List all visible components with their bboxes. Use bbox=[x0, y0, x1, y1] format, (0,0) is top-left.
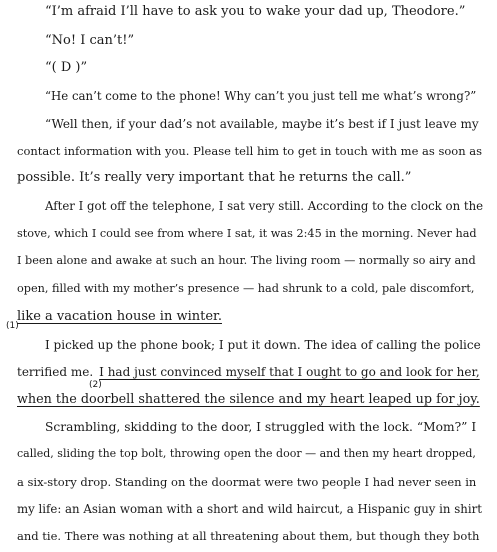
paragraph-line: After I got off the telephone, I sat very still. According to the clock on the bbox=[45, 199, 484, 213]
blank-d-line: “( D )” bbox=[45, 60, 88, 75]
paragraph-line: “Well then, if your dad’s not available, maybe it’s best if I just leave my bbox=[45, 117, 479, 131]
paragraph-line: possible. It’s really very important that he returns the call.” bbox=[17, 170, 412, 185]
paragraph-line: my life: an Asian woman with a short and wild haircut, a Hispanic guy in shirt bbox=[17, 502, 482, 516]
underline-marker-1: (1) bbox=[6, 321, 19, 331]
paragraph-line: I picked up the phone book; I put it down. The idea of calling the police bbox=[45, 338, 481, 352]
paragraph-line: a six-story drop. Standing on the doormat were two people I had never seen in bbox=[17, 475, 477, 489]
underlined-passage-1: like a vacation house in winter. bbox=[17, 309, 222, 324]
dialogue-line: “No! I can’t!” bbox=[45, 33, 135, 48]
dialogue-line: “I’m afraid I’ll have to ask you to wake your dad up, Theodore.” bbox=[45, 4, 466, 19]
paragraph-line: I been alone and awake at such an hour. The living room — normally so airy and bbox=[17, 254, 476, 267]
paragraph-line: called, sliding the top bolt, throwing open the door — and then my heart dropped, bbox=[17, 447, 476, 460]
paragraph-line: open, filled with my mother’s presence — had shrunk to a cold, pale discomfort, bbox=[17, 282, 475, 295]
paragraph-line bbox=[17, 309, 483, 325]
paragraph-line: stove, which I could see from where I sat, it was 2:45 in the morning. Never had bbox=[17, 227, 477, 240]
paragraph-line: terrified me. I had just convinced myself that I ought to go and look for her, bbox=[17, 365, 480, 379]
dialogue-line: “He can’t come to the phone! Why can’t you just tell me what’s wrong?” bbox=[45, 89, 477, 103]
underlined-passage-2: I had just convinced myself that I ought to go and look for her, bbox=[99, 365, 480, 379]
paragraph-line: Scrambling, skidding to the door, I struggled with the lock. “Mom?” I bbox=[45, 420, 477, 434]
paragraph-line: contact information with you. Please tell him to get in touch with me as soon as bbox=[17, 144, 483, 158]
paragraph-line bbox=[17, 392, 483, 408]
underline-marker-2: (2) bbox=[89, 380, 102, 390]
underlined-passage-2-cont: when the doorbell shattered the silence and my heart leaped up for joy. bbox=[17, 392, 480, 407]
paragraph-line: and tie. There was nothing at all threatening about them, but though they both bbox=[17, 529, 480, 543]
